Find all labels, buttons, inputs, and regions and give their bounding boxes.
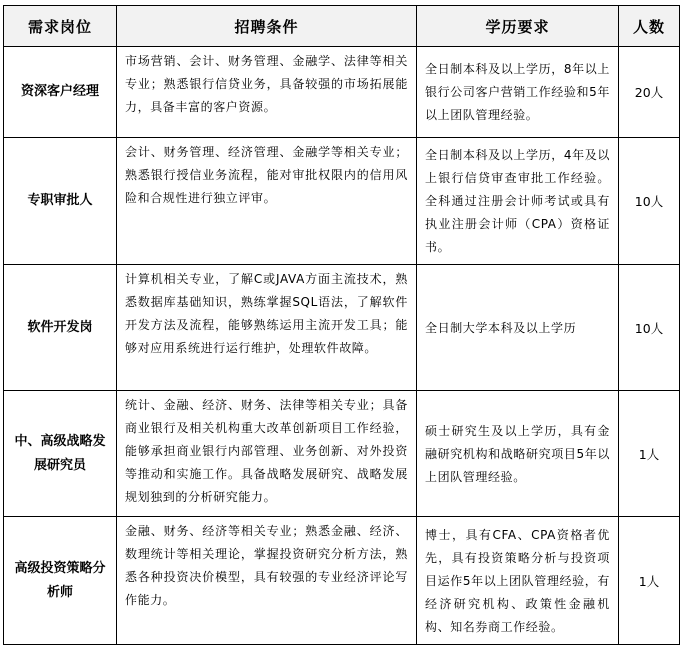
table-row (4, 517, 680, 645)
count-cell: 1人 (619, 517, 680, 645)
education-cell: 全日制大学本科及以上学历 (417, 265, 619, 391)
table-row (4, 391, 680, 517)
table-row (4, 47, 680, 138)
education-cell: 硕士研究生及以上学历，具有金融研究机构和战略研究项目5年以上团队管理经验。 (417, 391, 619, 517)
count-cell: 10人 (619, 138, 680, 265)
header-row (4, 6, 680, 47)
count-cell: 10人 (619, 265, 680, 391)
table-row (4, 265, 680, 391)
position-cell: 高级投资策略分析师 (4, 517, 117, 645)
education-cell: 博士，具有CFA、CPA资格者优先，具有投资策略分析与投资项目运作5年以上团队管理经验，有经济研究机构、政策性金融机构、知名券商工作经验。 (417, 517, 619, 645)
recruitment-table (3, 5, 680, 645)
conditions-cell: 计算机相关专业，了解C或JAVA方面主流技术，熟悉数据库基础知识，熟练掌握SQL语法，了解软件开发方法及流程，能够熟练运用主流开发工具；能够对应用系统进行运行维护，处理软件故障。 (117, 265, 417, 391)
position-cell: 资深客户经理 (4, 47, 117, 138)
conditions-cell: 金融、财务、经济等相关专业；熟悉金融、经济、数理统计等相关理论，掌握投资研究分析方法，熟悉各种投资决价模型，具有较强的专业经济评论写作能力。 (117, 517, 417, 645)
table-row (4, 138, 680, 265)
position-cell: 软件开发岗 (4, 265, 117, 391)
count-cell: 1人 (619, 391, 680, 517)
header-conditions: 招聘条件 (117, 6, 417, 47)
header-count: 人数 (619, 6, 680, 47)
conditions-cell: 市场营销、会计、财务管理、金融学、法律等相关专业；熟悉银行信贷业务，具备较强的市场拓展能力，具备丰富的客户资源。 (117, 47, 417, 138)
header-education: 学历要求 (417, 6, 619, 47)
education-cell: 全日制本科及以上学历，8年以上银行公司客户营销工作经验和5年以上团队管理经验。 (417, 47, 619, 138)
education-cell: 全日制本科及以上学历，4年及以上银行信贷审查审批工作经验。全科通过注册会计师考试或具有执业注册会计师（CPA）资格证书。 (417, 138, 619, 265)
position-cell: 中、高级战略发展研究员 (4, 391, 117, 517)
count-cell: 20人 (619, 47, 680, 138)
conditions-cell: 会计、财务管理、经济管理、金融学等相关专业；熟悉银行授信业务流程，能对审批权限内的信用风险和合规性进行独立评审。 (117, 138, 417, 265)
position-cell: 专职审批人 (4, 138, 117, 265)
header-position: 需求岗位 (4, 6, 117, 47)
conditions-cell: 统计、金融、经济、财务、法律等相关专业；具备商业银行及相关机构重大改革创新项目工作经验，能够承担商业银行内部管理、业务创新、对外投资等推动和实施工作。具备战略发展研究、战略发展规划独到的分析研究能力。 (117, 391, 417, 517)
